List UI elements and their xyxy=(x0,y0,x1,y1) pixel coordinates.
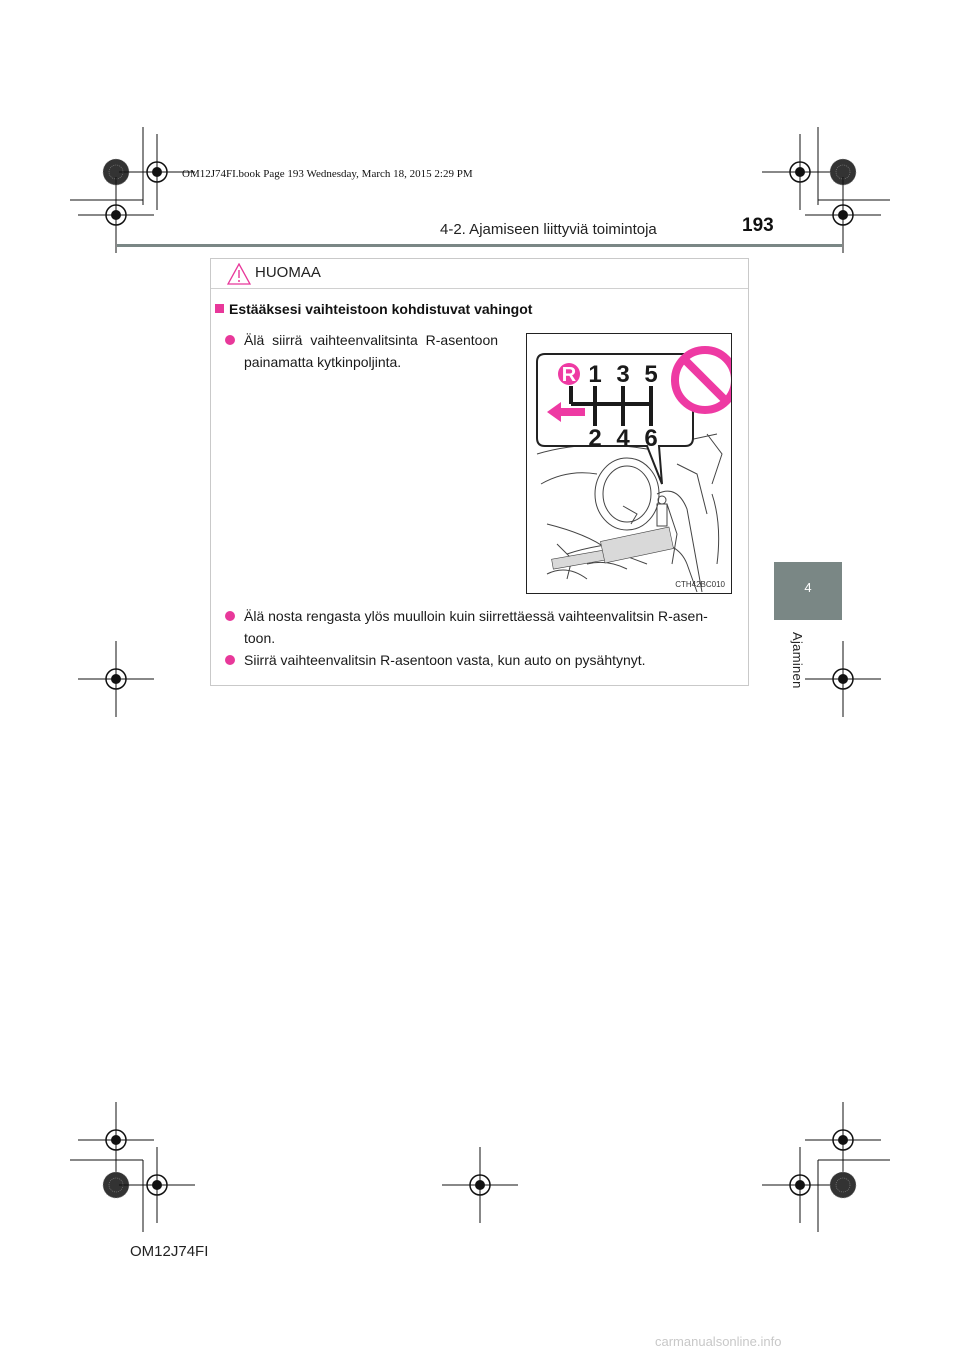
header-rule xyxy=(117,244,842,247)
notice-box xyxy=(210,258,749,686)
gear-label: 5 xyxy=(644,361,658,388)
gear-label: 6 xyxy=(644,425,658,452)
chapter-tab xyxy=(774,562,842,620)
section-title: 4-2. Ajamiseen liittyviä toimintoja xyxy=(440,221,657,238)
notice-header xyxy=(211,259,748,289)
bullet-item xyxy=(225,649,750,671)
gear-label: 1 xyxy=(588,361,602,388)
bullet-line: painamatta kytkinpoljinta. xyxy=(244,354,402,370)
subheading-text: Estääksesi vaihteistoon kohdistuvat vahingot xyxy=(229,301,533,317)
gear-label: 2 xyxy=(588,425,602,452)
page-number: 193 xyxy=(742,215,774,236)
chapter-label: Ajaminen xyxy=(790,632,805,689)
bullet-item xyxy=(225,329,525,373)
chapter-number: 4 xyxy=(804,580,812,595)
bullet-line: Älä nosta rengasta ylös muulloin kuin siirrettäessä vaihteenvalitsin R-asen- xyxy=(244,608,708,624)
book-header: OM12J74FI.book Page 193 Wednesday, March 18, 2015 2:29 PM xyxy=(182,168,473,180)
illustration-code: CTH42BC010 xyxy=(675,580,725,589)
gearshift-drawing xyxy=(527,334,731,593)
footer-code: OM12J74FI xyxy=(130,1243,209,1260)
bullet-line: Älä siirrä vaihteenvalitsinta R-asentoon xyxy=(244,332,499,348)
warning-triangle-icon xyxy=(227,263,251,285)
bullet-dot-icon xyxy=(225,655,235,665)
bullet-line: toon. xyxy=(244,630,276,646)
notice-title: HUOMAA xyxy=(255,264,321,281)
gear-label: 4 xyxy=(616,425,630,452)
gear-label-r: R xyxy=(561,364,577,386)
bullet-dot-icon xyxy=(225,335,235,345)
gearshift-illustration xyxy=(526,333,732,594)
bullet-dot-icon xyxy=(225,611,235,621)
square-bullet-icon xyxy=(215,304,224,313)
gear-label: 3 xyxy=(616,361,630,388)
notice-subheading xyxy=(215,301,532,317)
bullet-item xyxy=(225,605,750,649)
watermark: carmanualsonline.info xyxy=(655,1334,782,1349)
prohibition-icon xyxy=(675,350,731,410)
bullet-line: Siirrä vaihteenvalitsin R-asentoon vasta, kun auto on pysähtynyt. xyxy=(244,652,646,668)
